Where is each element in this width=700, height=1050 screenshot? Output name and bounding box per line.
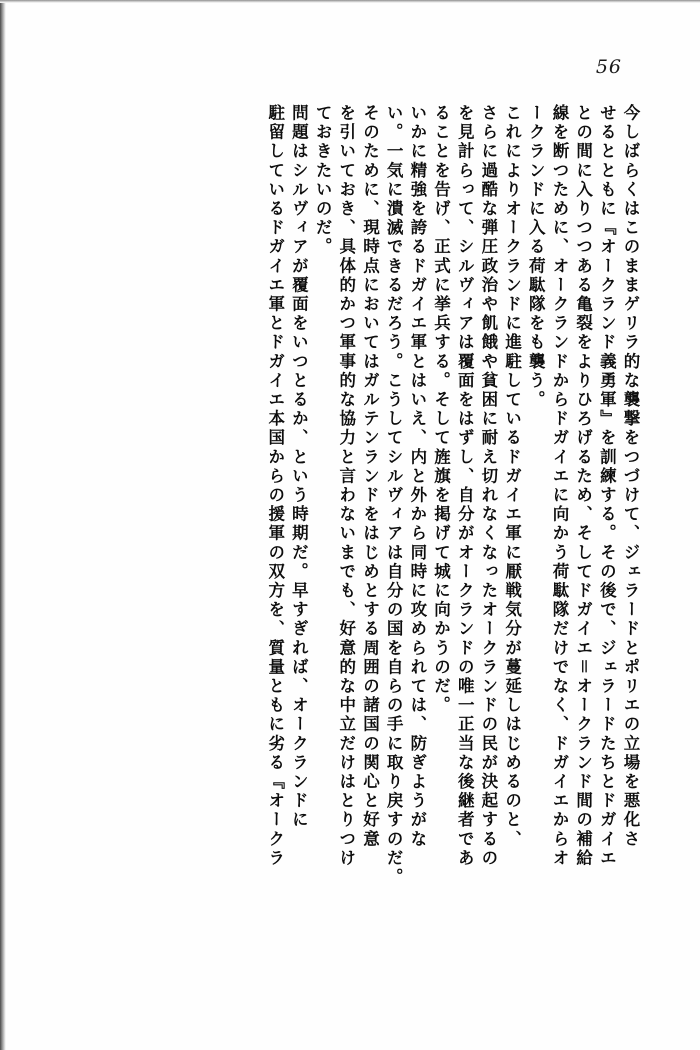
text-column: ておきたいのだ。 — [313, 104, 333, 257]
text-column: そのために、現時点においてはガルテンランドをはじめとする周囲の諸国の関心と好意 — [360, 104, 380, 849]
text-column: 線を断つために、オークランドからドガイエに向かう荷駄隊だけでなく、ドガイエからオ — [549, 104, 569, 868]
text-column: との間に入りつつある亀裂をよりひろげるため、そしてドガイエ＝オークランド間の補給 — [573, 104, 593, 868]
text-column: い。一気に潰滅できるだろう。こうしてシルヴィアは自分の国を自らの手に取り戻すのだ。 — [384, 104, 404, 888]
scan-edge-left — [0, 0, 6, 1050]
text-column: ることを告げ、正式に挙兵する。そして旌旗を掲げて城に向かうのだ。 — [431, 104, 451, 716]
text-column: 問題はシルヴィアが覆面をいつとるか、という時期だ。早すぎれば、オークランドに — [289, 104, 309, 830]
text-column: せるとともに『オークランド義勇軍』を訓練する。その後で、ジェラードたちとドガイエ — [597, 104, 617, 868]
text-column: これによりオークランドに進駐しているドガイエ軍に厭戦気分が蔓延しはじめるのと、 — [502, 104, 522, 849]
scan-edge-top — [0, 0, 700, 3]
text-column: を引いておき、具体的かつ軍事的な協力と言わないまでも、好意的な中立だけはとりつけ — [336, 104, 356, 868]
body-text-block — [78, 104, 638, 964]
text-column: 今しばらくはこのままゲリラ的な襲撃をつづけて、ジェラードとポリエの立場を悪化さ — [621, 104, 640, 849]
text-column: を見計らって、シルヴィアは覆面をはずし、自分がオークランドの唯一正当な後継者であ — [455, 104, 475, 868]
text-column: さらに過酷な弾圧政治や飢餓や貧困に耐え切れなくなったオークランドの民が決起するの — [478, 104, 498, 868]
text-column: 駐留しているドガイエ軍とドガイエ本国からの援軍の双方を、質量ともに劣る『オークラ — [265, 104, 285, 868]
text-column: いかに精強を誇るドガイエ軍とはいえ、内と外から同時に攻められては、防ぎようがな — [407, 104, 427, 849]
page-number: 56 — [595, 56, 622, 78]
text-column: ークランドに入る荷駄隊をも襲う。 — [526, 104, 546, 410]
